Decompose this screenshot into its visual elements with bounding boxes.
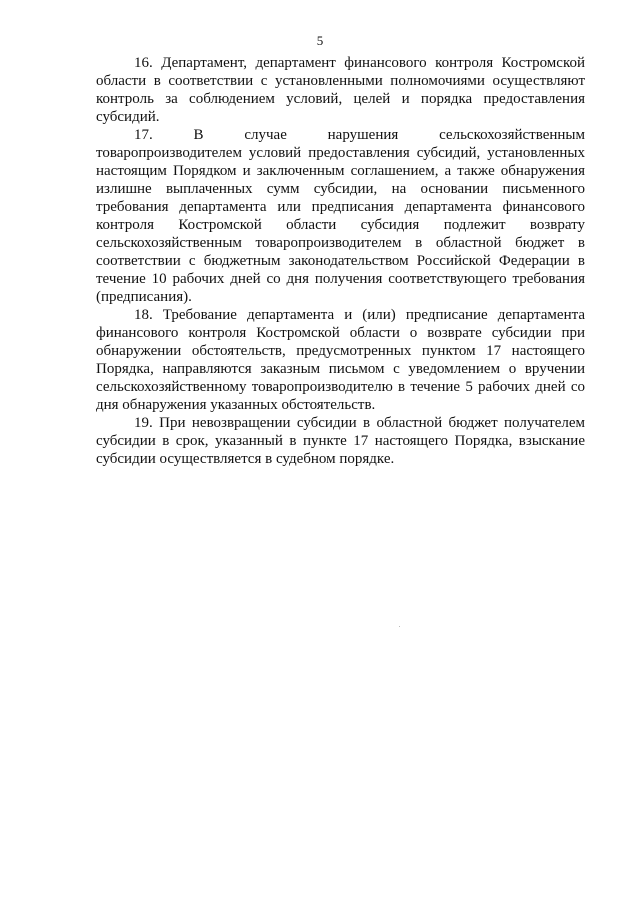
document-body — [96, 54, 585, 468]
paragraph-16: 16. Департамент, департамент финансового контроля Костромской области в соответствии с установленными полномочиями осуществляют контроль за соблюдением условий, целей и порядка предоставления субсидий. — [96, 55, 585, 125]
paragraph-19: 19. При невозвращении субсидии в областной бюджет получателем субсидии в срок, указанный в пункте 17 настоящего Порядка, взыскание субсидии осуществляется в судебном порядке. — [96, 415, 585, 467]
scan-speck — [399, 626, 400, 627]
paragraph-17: 17. В случае нарушения сельскохозяйственным товаропроизводителем условий предоставления субсидий, установленных настоящим Порядком и заключенным соглашением, а также обнаружения излишне выплаченных сумм субсидии, на основании письменного требования департамента или предписания департамента финансового контроля Костромской области субсидия подлежит возврату сельскохозяйственным товаропроизводителем в областной бюджет в соответствии с бюджетным законодательством Российской Федерации в течение 10 рабочих дней со дня получения соответствующего требования (предписания). — [96, 127, 585, 305]
paragraph-18: 18. Требование департамента и (или) предписание департамента финансового контроля Костромской области о возврате субсидии при обнаружении обстоятельств, предусмотренных пунктом 17 настоящего Порядка, направляются заказным письмом с уведомлением о вручении сельскохозяйственному товаропроизводителю в течение 5 рабочих дней со дня обнаружения указанных обстоятельств. — [96, 307, 585, 413]
page-number: 5 — [316, 33, 324, 48]
